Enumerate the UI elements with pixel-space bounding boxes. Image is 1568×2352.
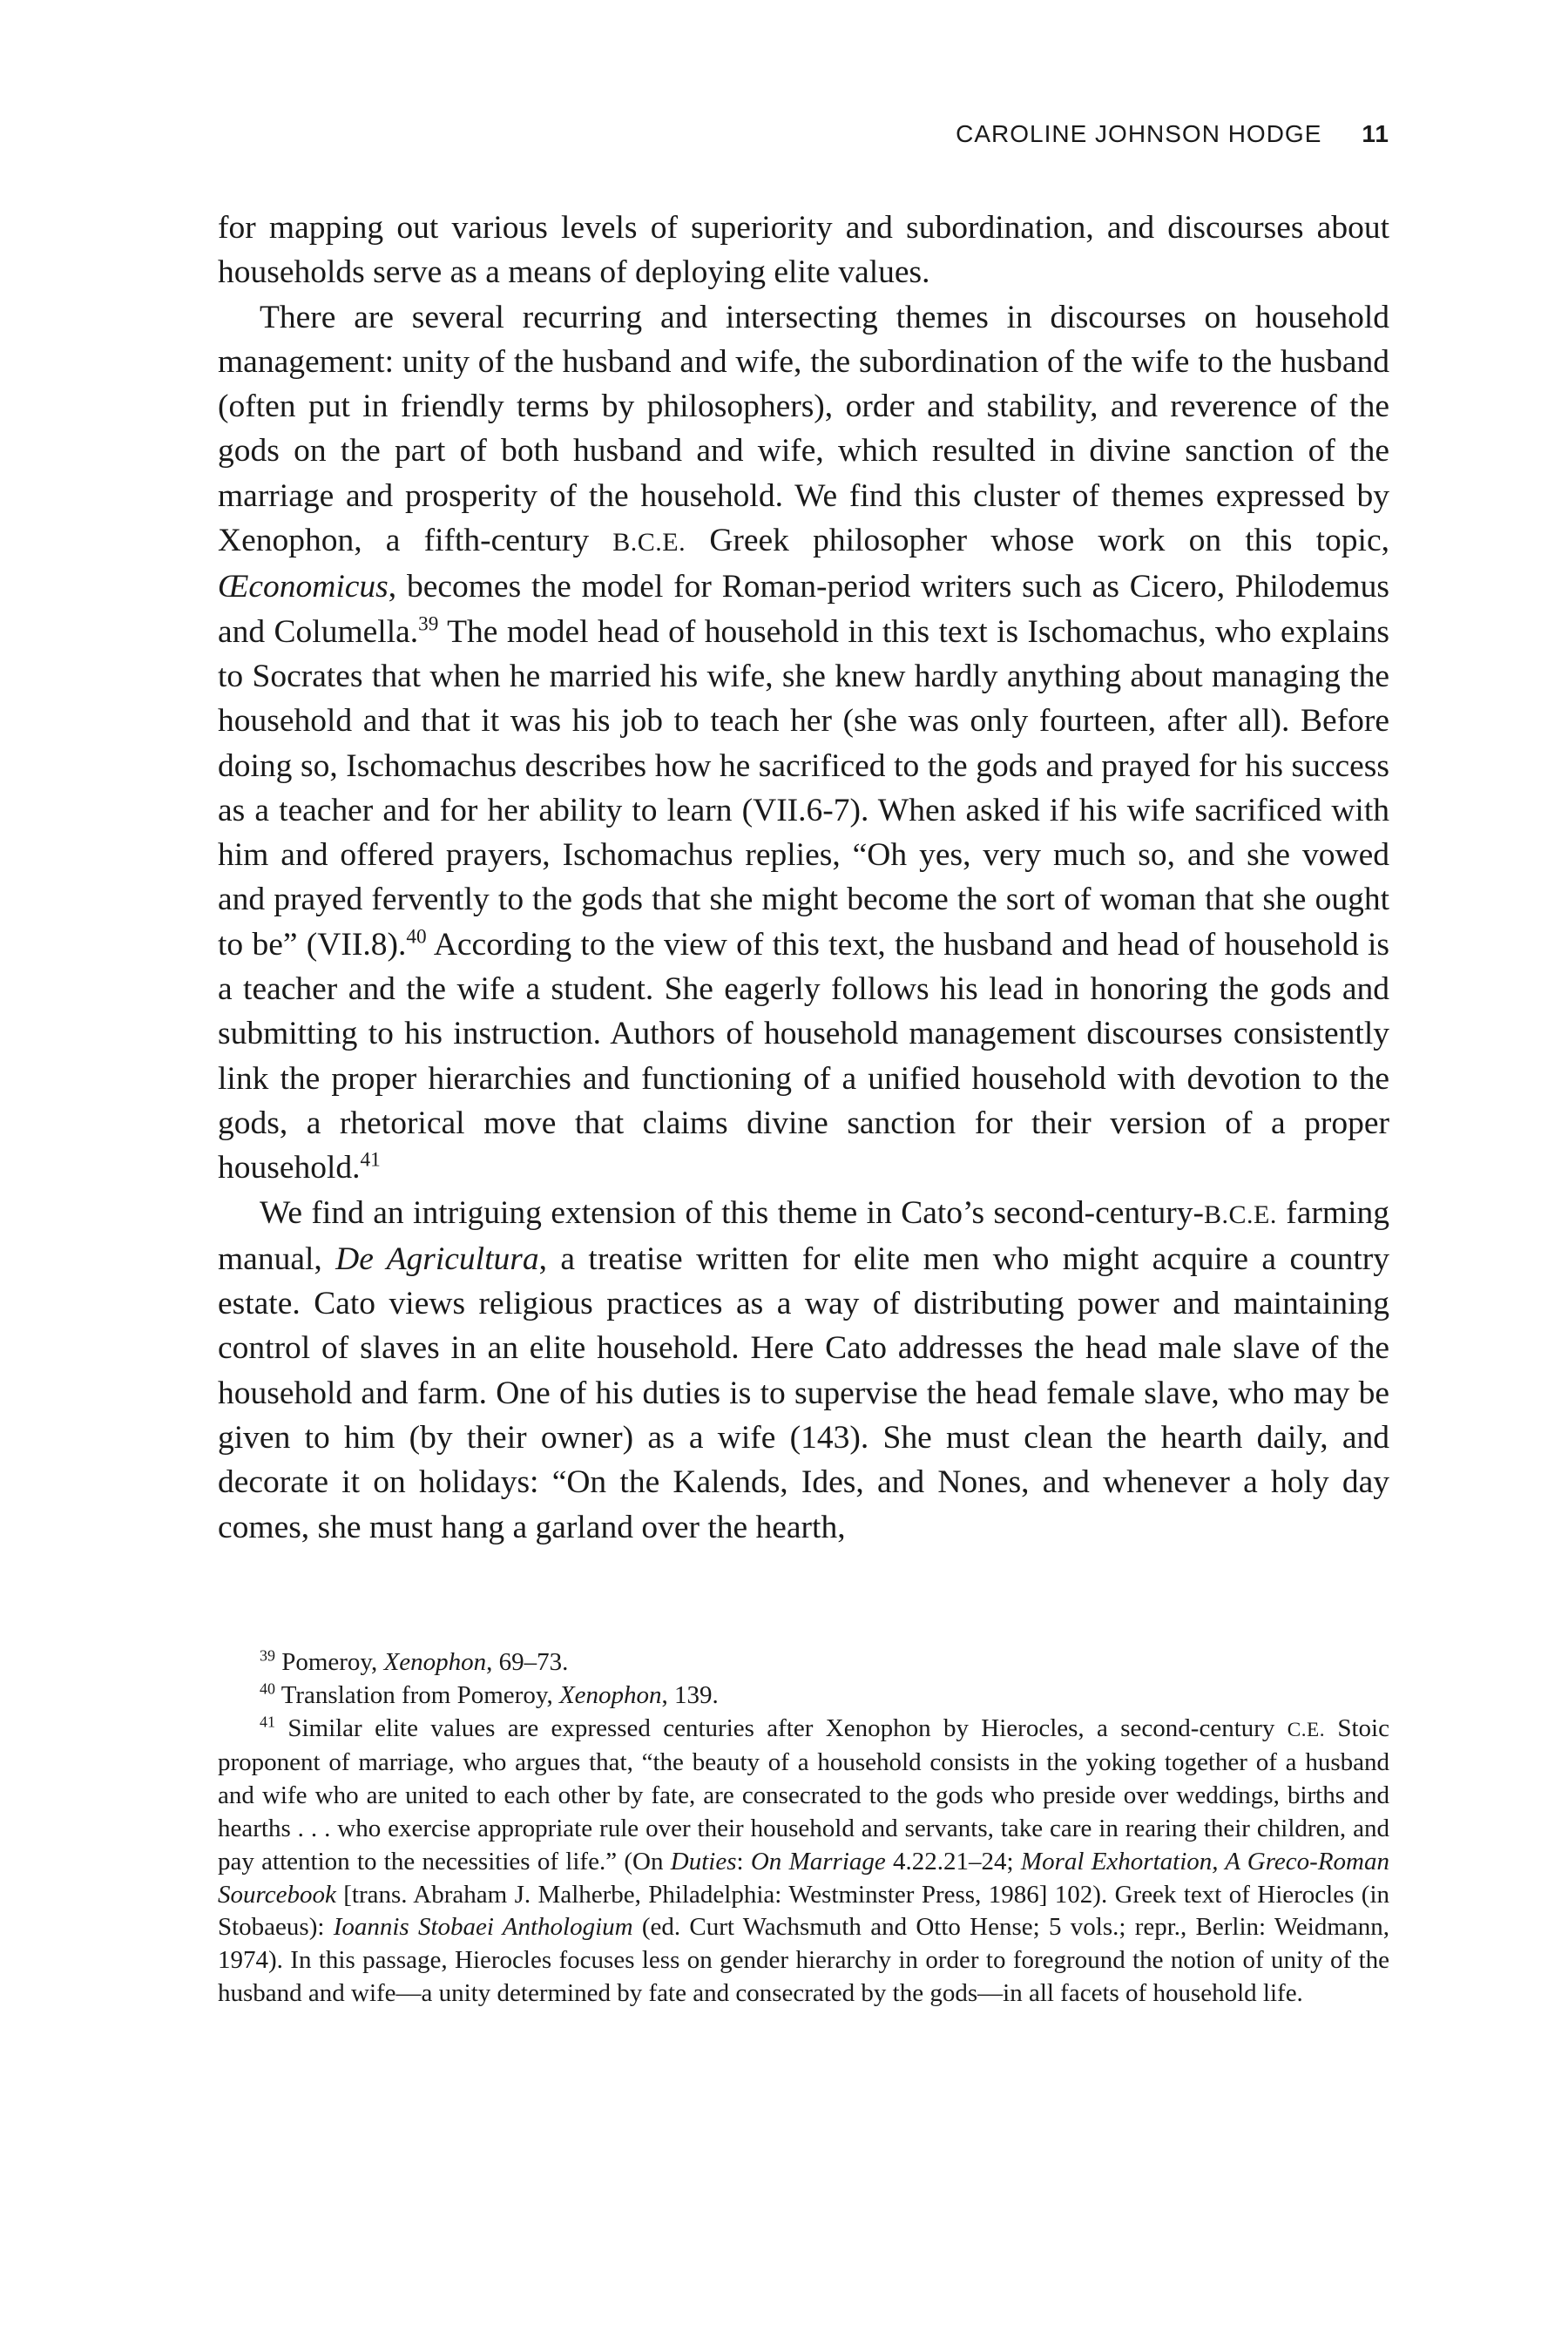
- text-run: , 139.: [661, 1680, 719, 1709]
- running-head-author: CAROLINE JOHNSON HODGE: [956, 120, 1322, 147]
- text-run: Œconomicus: [218, 569, 389, 605]
- text-run: Greek philosopher whose work on this topic,: [686, 523, 1389, 559]
- text-run: B.C.E.: [1204, 1200, 1277, 1229]
- text-run: C.E.: [1287, 1718, 1326, 1741]
- footnote-ref: 41: [260, 1712, 275, 1730]
- text-run: Stoic proponent of marriage, who argues that, “the beauty of a household consists in the yoking together of a husband and wife who are united to each other by fate, are consecrated to the gods who preside over weddings, births and hearths . . . who exercise appropriate rule over their household and servants, take care in rearing their children, and pay attention to the necessities of life.” (On: [218, 1713, 1389, 1876]
- text-run: , a treatise written for elite men who might acquire a country estate. Cato views religious practices as a way of distributing power and maintaining control of slaves in an elite household. Here Cato addresses the head male slave of the household and farm. One of his duties is to supervise the head female slave, who may be given to him (by their owner) as a wife (143). She must clean the hearth daily, and decorate it on holidays: “On the Kalends, Ides, and Nones, and whenever a holy day comes, she must hang a garland over the hearth,: [218, 1240, 1389, 1545]
- paragraph: [218, 295, 1389, 1191]
- footnote: [218, 1680, 1389, 1713]
- text-run: B.C.E.: [612, 528, 686, 558]
- running-header: [218, 120, 1389, 148]
- text-run: 4.22.21–24;: [885, 1847, 1021, 1876]
- main-text: [218, 206, 1389, 1550]
- footnote: [218, 1713, 1389, 2011]
- footnote-ref: 40: [260, 1680, 275, 1698]
- paragraph: [218, 1191, 1389, 1550]
- text-run: Xenophon: [558, 1680, 662, 1709]
- text-run: Similar elite values are expressed centuries after Xenophon by Hierocles, a second-century: [274, 1713, 1288, 1742]
- footnote-ref: 41: [360, 1148, 381, 1172]
- text-run: De Agricultura: [335, 1240, 539, 1277]
- footnote-ref: 40: [406, 925, 427, 949]
- text-run: On Marriage: [750, 1847, 886, 1876]
- text-run: , becomes the model for Roman-period writers such as Cicero, Philodemus and Columella.: [218, 569, 1389, 650]
- footnotes: [218, 1646, 1389, 2011]
- footnote-ref: 39: [260, 1646, 275, 1665]
- text-run: Xenophon: [383, 1648, 487, 1676]
- text-run: Translation from Pomeroy,: [274, 1680, 559, 1709]
- text-run: There are several recurring and intersecting themes in discourses on household management: unity of the husband and wife, the subordination of the wife to the husband (often put in friendly terms by philosophers), order and stability, and reverence of the gods on the part of both husband and wife, which resulted in divine sanction of the marriage and prosperity of the household. We find this cluster of themes expressed by Xenophon, a fifth-century: [218, 299, 1389, 559]
- text-run: [trans. Abraham J. Malherbe, Philadelphia: Westminster Press, 1986] 102). Greek text of Hierocles (in Stobaeus):: [218, 1880, 1389, 1942]
- text-run: farming manual,: [218, 1194, 1389, 1277]
- text-run: The model head of household in this text is Ischomachus, who explains to Socrates that when he married his wife, she knew hardly anything about managing the household and that it was his job to teach her (she was only fourteen, after all). Before doing so, Ischomachus describes how he sacrificed to the gods and prayed for his success as a teacher and for her ability to learn (VII.6-7). When asked if his wife sacrificed with him and offered prayers, Ischomachus replies, “Oh yes, very much so, and she vowed and prayed fervently to the gods that she might become the sort of woman that she ought to be” (VII.8).: [218, 613, 1389, 963]
- text-run: According to the view of this text, the husband and head of household is a teacher and the wife a student. She eagerly follows his lead in honoring the gods and submitting to his instruction. Authors of household management discourses consistently link the proper hierarchies and functioning of a unified household with devotion to the gods, a rhetorical move that claims divine sanction for their version of a proper household.: [218, 926, 1389, 1186]
- text-run: , 69–73.: [486, 1648, 569, 1676]
- text-run: Duties: [670, 1847, 737, 1876]
- text-run: for mapping out various levels of superiority and subordination, and discourses about households serve as a means of deploying elite values.: [218, 210, 1389, 291]
- footnote-ref: 39: [418, 612, 439, 636]
- text-run: (ed. Curt Wachsmuth and Otto Hense; 5 vols.; repr., Berlin: Weidmann, 1974). In this passage, Hierocles focuses less on gender hierarchy in order to foreground the notion of unity of the husband and wife—a unity determined by fate and consecrated by the gods—in all facets of household life.: [218, 1913, 1390, 2007]
- text-run: Pomeroy,: [274, 1648, 384, 1676]
- text-run: Ioannis Stobaei Anthologium: [333, 1913, 633, 1942]
- footnote: [218, 1646, 1389, 1680]
- text-run: :: [736, 1847, 751, 1876]
- text-run: We find an intriguing extension of this theme in Cato’s second-century-: [260, 1194, 1205, 1231]
- page-number: 11: [1362, 120, 1389, 147]
- paragraph: [218, 206, 1389, 295]
- text-run: Moral Exhortation, A Greco-Roman Sourcebook: [218, 1847, 1389, 1909]
